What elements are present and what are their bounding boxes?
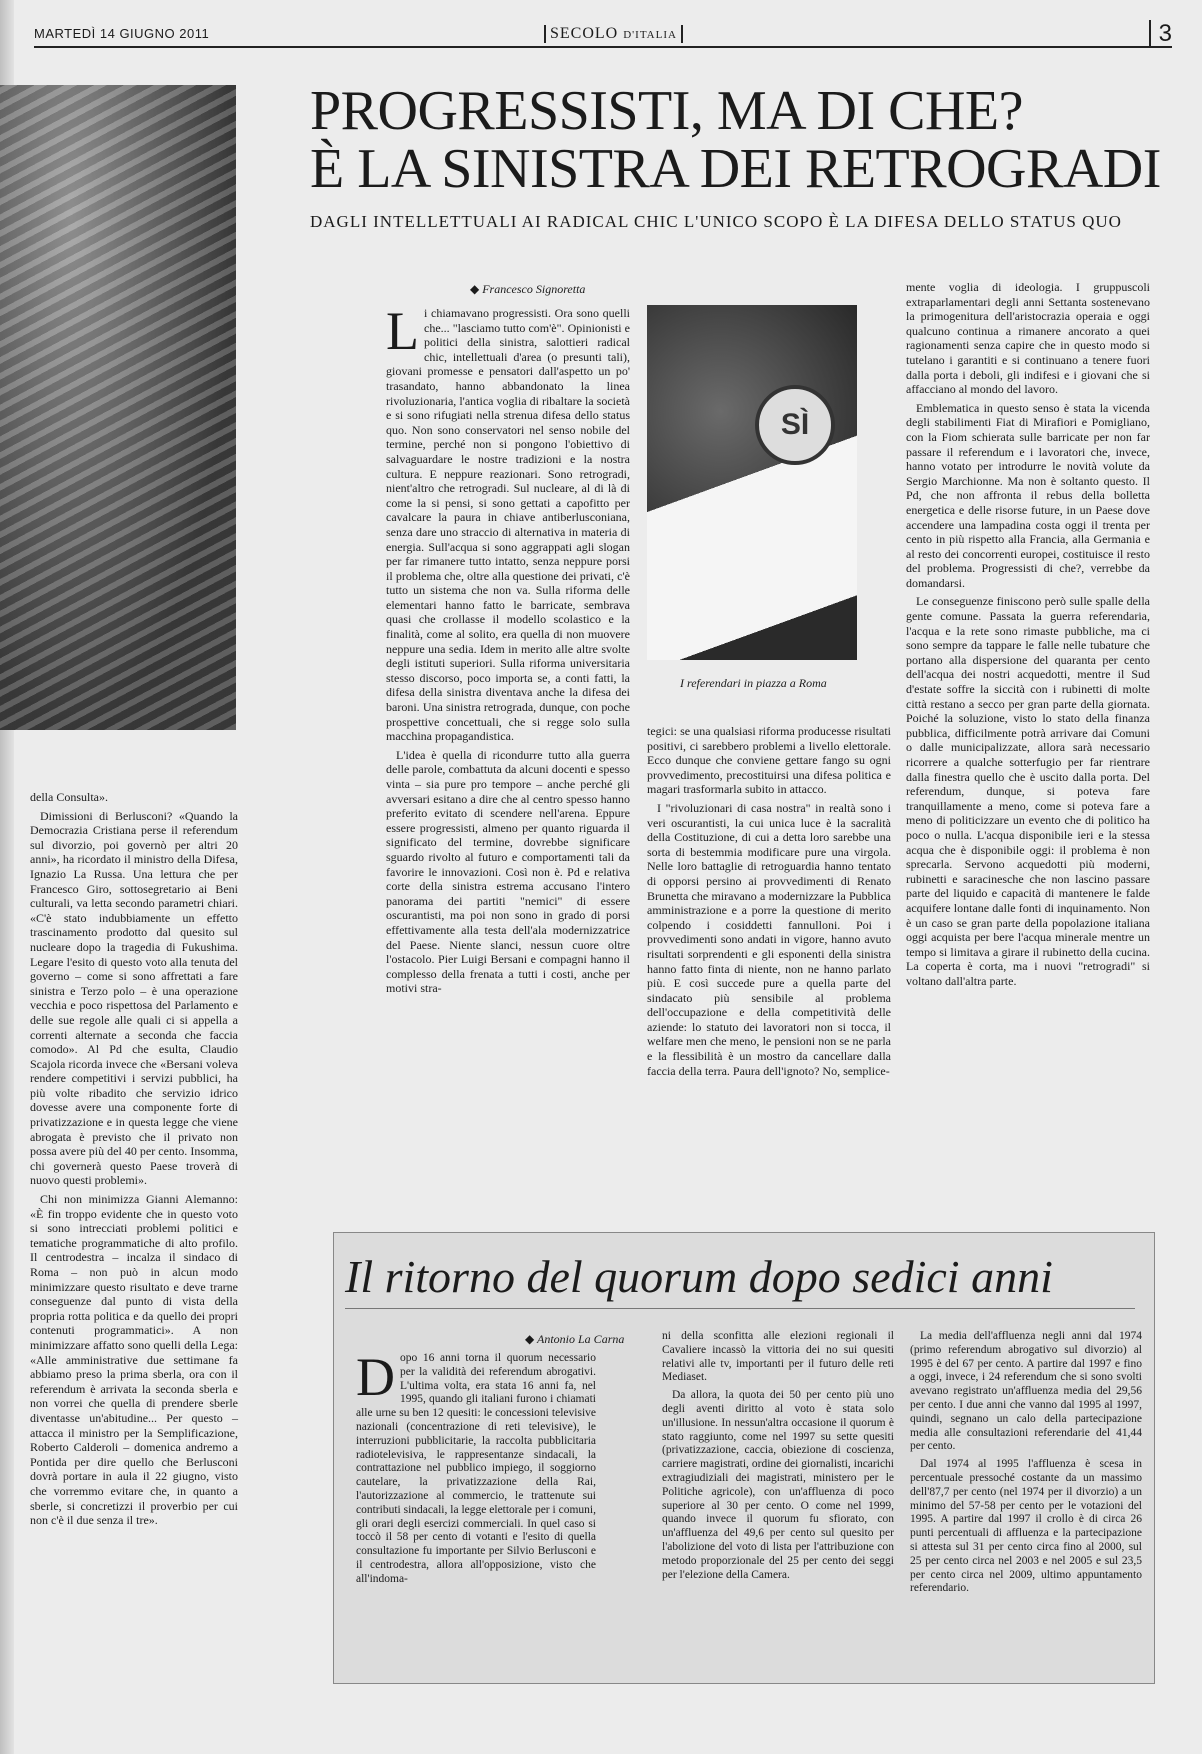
referendum-flag-badge: SÌ (755, 385, 835, 465)
article-column-1 (386, 301, 630, 1000)
sidebar-column-3 (910, 1330, 1142, 1600)
article-paragraph: I "rivoluzionari di casa nostra" in realtà sono i veri oscurantisti, la cui unica luce è la sacralità della Costituzione, di cui a detta loro sarebbe una sorta di bestemmia modificare pure una virgola. Nelle loro battaglie di retroguardia hanno tentato di opporsi persino ai provvedimenti di Renato Brunetta che miravano a modernizzare la Pubblica amministrazione e a porre la questione di merito colpendo i cosiddetti fannulloni. Poi i provvedimenti sono andati in vigore, hanno avuto risultati sorprendenti e gli esponenti della sinistra hanno fatto finta di niente, non ne hanno parlato più. E così succede pure a quella parte del sindacato più sensibile al problema dell'occupazione e della competitività delle aziende: lo statuto dei lavoratori non si tocca, il welfare men che meno, le pensioni non se ne parla e la flessibilità è un mostro da cancellare dalla faccia della terra. Paura dell'ignoto? No, semplice- (647, 800, 891, 1078)
referendum-photo (647, 305, 857, 660)
left-paragraph: della Consulta». (30, 790, 108, 804)
sidebar-title: Il ritorno del quorum dopo sedici anni (345, 1251, 1053, 1302)
article-column-2 (647, 724, 891, 1082)
sidebar-column-1 (356, 1347, 596, 1591)
article-paragraph: Le conseguenze finiscono però sulle spalle della gente comune. Passata la guerra referendaria, l'acqua e la rete sono rimaste pubbliche, ma ci sono sempre da tappare le falle nelle tubature che portano alla dispersione del quaranta per cento dell'acqua dei nostri acquedotti, mentre il Sud d'estate soffre la siccità con i rubinetti di molte città restano a secco per gran parte della giornata. Poiché la soluzione, visto lo stato della finanza pubblica, difficilmente potrà arrivare dai Comuni o dalle municipalizzate, allora sarà necessario ricorrere a qualche sotterfugio per far rientrare dalla finestra quello che è uscito dalla porta. Del referendum, dunque, si poteva fare tranquillamente a meno, come si poteva fare a meno di politicizzare un evento che di politico ha poco o nulla. L'acqua disponibile ieri e la stessa acqua che è disponibile oggi: il problema è non sprecarla. Servono acquedotti più moderni, rubinetti e saracinesche che non lascino passare parte del liquido e capacità di mantenere le falde acquifere lontane dalle fonti di inquinamento. Non è un caso se gran parte della popolazione italiana oggi acquista per bere l'acqua minerale mentre un tempo si limitava a girare il rubinetto della cucina. La coperta è corta, ma i nuovi "retrogradi" si voltano dall'altra parte. (906, 594, 1150, 988)
article-paragraph: L'idea è quella di ricondurre tutto alla guerra delle parole, combattuta da alcuni docenti e spesso vinta – sia pure pro tempore – anche perché gli avversari esitano a dire che al centro spesso hanno preferito evitato di scendere nell'arena. Eppure essere progressisti, almeno per quanto riguarda il significato del termine, dovrebbe significare sguardo rivolto al futuro e comportamenti tali da favorire le innovazioni. Così non è. Pd e relativa corte della sinistra estrema accusano l'intero panorama dei partiti "nemici" di essere oscurantisti, ma poi non sono in grado di porsi effettivamente alla testa dell'ala modernizzatrice del Paese. Niente slanci, nessun cuore oltre l'ostacolo. Pier Luigi Bersani e compagni hanno il complesso della frenata a tutti i costi, anche per motivi stra- (386, 747, 630, 996)
article-column-3 (906, 280, 1150, 993)
masthead (34, 20, 1172, 48)
newspaper-name-main: SECOLO (550, 25, 619, 42)
article-dropcap: L (386, 301, 419, 361)
article-paragraph: mente voglia di ideologia. I gruppuscoli extraparlamentari degli anni Settanta sostenevano la primogenitura dell'aristocrazia operaia e oggi qualcuno continua a rimanere ancorato a quei ragionamenti senza capire che in questo modo si tutelano i garantiti e si continuano a tenere fuori dalla porta i deboli, gli indifesi e i giovani che si affacciano al mondo del lavoro. (906, 280, 1150, 397)
headline-line-1: PROGRESSISTI, MA DI CHE? (310, 80, 1023, 142)
left-paragraph: Dimissioni di Berlusconi? «Quando la Democrazia Cristiana perse il referendum sul divorzio, poi governò per altri 20 anni», ha ricordato il ministro della Difesa, Ignazio La Russa. Una lettura che per Francesco Giro, sottosegretario ai Beni culturali, va letta secondo parametri chiari. «C'è stato indubbiamente un effetto trascinamento prodotto dal quesito sul nucleare dopo la tragedia di Fukushima. Legare l'esito di questo voto alla tenuta del governo – come si sono affrettati a fare sinistra e Terzo polo – è una operazione vecchia e poco rispettosa del Parlamento e delle sue regole alle quali ci si appella a correnti alternate a seconda che faccia comodo». Al Pd che esulta, Claudio Scajola ricorda invece che «Bersani voleva rendere competitivi i servizi pubblici, ha più volte ribadito che servizio idrico dovesse avere una componente forte di privatizzazione e in questa legge che viene abrogata è previsto che il privato non possa avere più del 40 per cento. Insomma, chi governerà questo Paese troverà di nuovo questi problemi». (30, 808, 238, 1188)
sidebar-paragraph: ni della sconfitta alle elezioni regionali il Cavaliere incassò la vittoria dei no sui quesiti relativi alle tv, importanti per il futuro delle reti Mediaset. (662, 1330, 894, 1384)
article-byline: ◆ Francesco Signoretta (470, 282, 586, 296)
issue-date: MARTEDÌ 14 GIUGNO 2011 (34, 26, 210, 41)
sidebar-divider (345, 1308, 1135, 1309)
sidebar-byline: ◆ Antonio La Carna (525, 1332, 625, 1346)
sidebar-paragraph (356, 1347, 596, 1587)
sidebar-column-2 (662, 1330, 894, 1586)
page-number: 3 (1149, 20, 1172, 48)
article-deck: DAGLI INTELLETTUALI AI RADICAL CHIC L'UNICO SCOPO È LA DIFESA DELLO STATUS QUO (310, 212, 1122, 231)
newspaper-name (544, 25, 683, 43)
article-headline (310, 82, 1180, 198)
newspaper-photo (0, 85, 236, 730)
article-paragraph: Emblematica in questo senso è stata la vicenda degli stabilimenti Fiat di Mirafiori e Pomigliano, con la Fiom schierata sulle barricate per non far passare il referendum e i lavoratori che, invece, hanno votato per introdurre le novità volute da Sergio Marchionne. Ma non è soltanto questo. Il Pd, che non affronta il rebus della bolletta energetica e delle risorse future, in un Paese dove accendere una lampadina costa oggi il trenta per cento in più rispetto alla Francia, alla Germania e al resto dei concorrenti europei, costituisce il resto del problema. Progressisti di che?, verrebbe da domandarsi. (906, 400, 1150, 590)
newspaper-name-suffix: D'ITALIA (623, 29, 677, 41)
left-paragraph: Chi non minimizza Gianni Alemanno: «È fin troppo evidente che in questo voto si sono intrecciati problemi politici e tematiche programmatiche di alto profilo. Il centrodestra – incalza il sindaco di Roma – non può in alcun modo minimizzare questo risultato e deve trarne conseguenze dal punto di vista della propria rotta politica e da quello dei propri contenuti programmatici». A non minimizzare affatto sono quelli della Lega: «Alle amministrative due settimane fa abbiamo preso la prima sberla, ora con il referendum è arrivata la seconda sberla e non vorrei che quella di prendere sberle diventasse un'abitudine... Per questo – attacca il ministro per la Semplificazione, Roberto Calderoli – domenica andremo a Pontida per dire quello che Berlusconi dovrà portare in aula il 22 giugno, visto che vorremmo evitare che, in quanto a sberle, si concretizzi il proverbio per cui non c'è il due senza il tre». (30, 1192, 238, 1528)
sidebar-paragraph: Da allora, la quota dei 50 per cento più uno degli aventi diritto al voto è stata solo un'illusione. In nessun'altra occasione il quorum è stato raggiunto, come nel 1997 su sette quesiti (privatizzazione, caccia, obiezione di coscienza, carriere magistrati, ordine dei giornalisti, incarichi extragiudiziali dei magistrati, ministero per le Politiche agricole), con un'affluenza di poco superiore al 30 per cento. O come nel 1999, quando invece il quorum fu sfiorato, con un'affluenza del 49,6 per cento sul quesito per l'abolizione del voto di lista per l'attribuzione con metodo proporzionale del 25 per cento dei seggi per l'elezione della Camera. (662, 1389, 894, 1581)
article-paragraph: tegici: se una qualsiasi riforma producesse risultati positivi, ci sarebbero problemi a livello elettorale. Ecco dunque che conviene gettare fango su ogni provvedimento, precostituirsi una difesa politica e magari trasformarla subito in attacco. (647, 724, 891, 797)
article-paragraph-text: i chiamavano progressisti. Ora sono quelli che... "lasciamo tutto com'è". Opinionisti e politici della sinistra, salottieri radical chic, intellettuali d'area (o presunti tali), giovani promesse e pensatori dall'aspetto un po' trasandato, hanno abbandonato la linea rivoluzionaria, l'antica voglia di ribaltare la società e si sono rifugiati nella strenua difesa dello status quo. Non sono conservatori nel senso nobile del termine, perché non si pongono l'obiettivo di salvaguardare le nostre tradizioni e la nostra cultura. E neppure reazionari. Sono retrogradi, nient'altro che retrogradi. Sul nucleare, al di là di come la si pensi, si sono gettati a capofitto per cavalcare la paura in chiave antiberlusconiana, senza dare uno straccio di alternativa in materia di energia. Sull'acqua si sono aggrappati agli slogan per far rimanere tutto intatto, senza neppure porsi il problema che, oltre alla questione dei privati, c'è tutto un sistema che non va. Sulla riforma delle elementari hanno fatto le barricate, sembrava quasi che crollasse il modello scolastico e la finalità, come al solito, era quella di non muovere neppure una sedia. Idem in merito alle altre svolte degli istituti superiori. Sulla riforma universitaria stesso discorso, poco importa se, a conti fatti, la difesa della sinistra diventava anche la difesa dei baroni. Una sinistra retrograda, dunque, con poche prospettive concettuali, che si regge solo sulla macchina propagandistica. (386, 306, 630, 744)
sidebar-paragraph-text: opo 16 anni torna il quorum necessario per la validità dei referendum abrogativi. L'ultima volta, era stata 16 anni fa, nel 1995, quando gli italiani furono i chiamati alle urne su ben 12 quesiti: le concessioni televisive nazionali (concentrazione di reti televisive), le interruzioni pubblicitarie, la raccolta pubblicitaria radiotelevisiva, le rappresentanze sindacali, la contrattazione nel pubblico impiego, il soggiorno cautelare, la privatizzazione della Rai, l'autorizzazione al commercio, le trattenute sui contributi sindacali, la legge elettorale per i comuni, gli orari degli esercizi commerciali. In quel caso si toccò il 58 per cento di votanti e l'esito di quella consultazione fu importante per Silvio Berlusconi e il centrodestra, allora all'opposizione, visto che all'indoma- (356, 1352, 596, 1585)
photo-caption: I referendari in piazza a Roma (680, 676, 827, 690)
sidebar-paragraph: Dal 1974 al 1995 l'affluenza è scesa in percentuale pressoché costante da un massimo dell'87,7 per cento (nel 1974 per il divorzio) a un minimo del 57-58 per cento per le votazioni del 1995. A partire dal 1997 il crollo è di circa 26 punti percentuali di affluenza e la partecipazione si attesta sul 31 per cento circa fino al 2000, sul 25 per cento circa nel 2003 e nel 2005 e sul 23,5 per cento circa nel 2009, ultimo appuntamento referendario. (910, 1458, 1142, 1595)
sidebar-paragraph: La media dell'affluenza negli anni dal 1974 (primo referendum abrogativo sul divorzio) al 1995 è del 67 per cento. A partire dal 1997 e fino a oggi, invece, i 24 referendum che si sono svolti avevano registrato un'affluenza media del 29,56 per cento. I due anni che vanno dal 1995 al 1997, quindi, segnano un calo della partecipazione media alle consultazioni referendarie del 41,44 per cento. (910, 1330, 1142, 1453)
left-continuation-column (30, 790, 238, 1532)
sidebar-dropcap: D (356, 1347, 395, 1407)
headline-line-2: È LA SINISTRA DEI RETROGRADI (310, 138, 1161, 200)
article-paragraph (386, 301, 630, 744)
